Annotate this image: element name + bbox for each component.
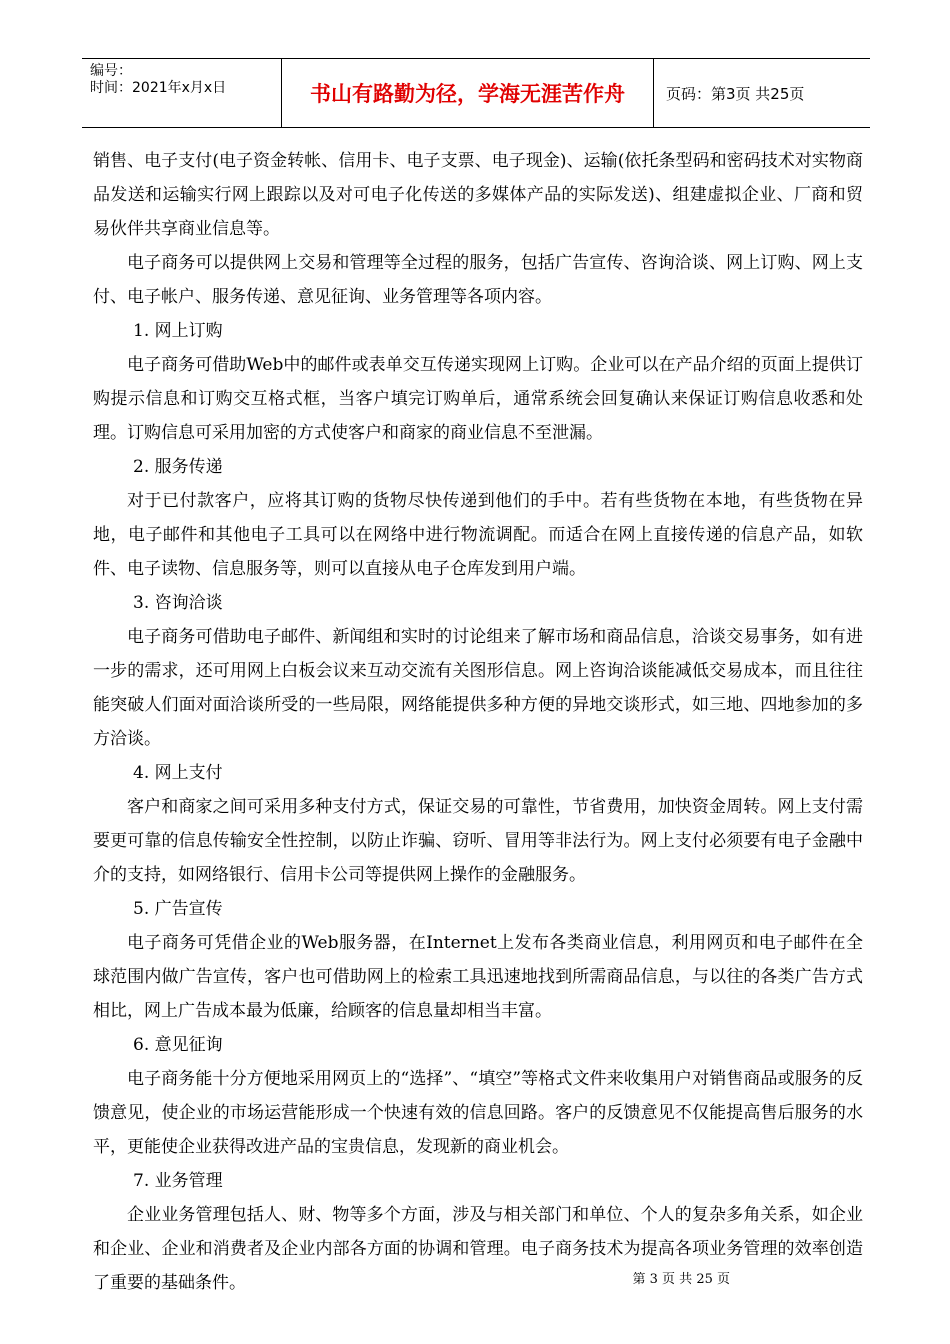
section-heading-4: 4. 网上支付: [133, 763, 223, 783]
page-footer: 第 3 页 共 25 页: [632, 1272, 730, 1287]
section-heading-3: 3. 咨询洽谈: [133, 593, 223, 613]
page-header: [82, 58, 870, 128]
section-paragraph-2: 对于已付款客户，应将其订购的货物尽快传递到他们的手中。若有些货物在本地，有些货物在异地，电子邮件和其他电子工具可以在网络中进行物流调配。而适合在网上直接传递的信息产品，如软件、电子读物、信息服务等，则可以直接从电子仓库发到用户端。: [93, 491, 863, 579]
section-heading-7: 7. 业务管理: [133, 1171, 223, 1191]
section-paragraph-4: 客户和商家之间可采用多种支付方式，保证交易的可靠性，节省费用，加快资金周转。网上支付需要更可靠的信息传输安全性控制，以防止诈骗、窃听、冒用等非法行为。网上支付必须要有电子金融中介的支持，如网络银行、信用卡公司等提供网上操作的金融服务。: [93, 797, 863, 885]
section-paragraph-1: 电子商务可借助Web中的邮件或表单交互传递实现网上订购。企业可以在产品介绍的页面上提供订购提示信息和订购交互格式框，当客户填完订购单后，通常系统会回复确认来保证订购信息收悉和处理。订购信息可采用加密的方式使客户和商家的商业信息不至泄漏。: [93, 355, 863, 443]
paragraph-intro: 电子商务可以提供网上交易和管理等全过程的服务，包括广告宣传、咨询洽谈、网上订购、网上支付、电子帐户、服务传递、意见征询、业务管理等各项内容。: [93, 253, 863, 307]
section-paragraph-7: 企业业务管理包括人、财、物等多个方面，涉及与相关部门和单位、个人的复杂多角关系，如企业和企业、企业和消费者及企业内部各方面的协调和管理。电子商务技术为提高各项业务管理的效率创造了重要的基础条件。: [93, 1205, 863, 1293]
paragraph-intro-continued: 销售、电子支付(电子资金转帐、信用卡、电子支票、电子现金)、运输(依托条型码和密码技术对实物商品发送和运输实行网上跟踪以及对可电子化传送的多媒体产品的实际发送)、组建虚拟企业、厂商和贸易伙伴共享商业信息等。: [93, 151, 863, 239]
doc-number-label: 编号：: [90, 63, 132, 79]
section-paragraph-5: 电子商务可凭借企业的Web服务器，在Internet上发布各类商业信息，利用网页和电子邮件在全球范围内做广告宣传，客户也可借助网上的检索工具迅速地找到所需商品信息，与以往的各类广告方式相比，网上广告成本最为低廉，给顾客的信息量却相当丰富。: [93, 933, 863, 1021]
section-paragraph-6: 电子商务能十分方便地采用网页上的“选择”、“填空”等格式文件来收集用户对销售商品或服务的反馈意见，使企业的市场运营能形成一个快速有效的信息回路。客户的反馈意见不仅能提高售后服务的水平，更能使企业获得改进产品的宝贵信息，发现新的商业机会。: [93, 1069, 863, 1157]
section-heading-5: 5. 广告宣传: [133, 899, 223, 919]
section-heading-2: 2. 服务传递: [133, 457, 223, 477]
header-page-info: 页码：第3页 共25页: [666, 84, 805, 103]
document-body: [93, 144, 863, 1300]
section-heading-1: 1. 网上订购: [133, 321, 223, 341]
header-meta: [82, 59, 282, 127]
doc-time-label: 时间：2021年x月x日: [90, 80, 227, 96]
section-heading-6: 6. 意见征询: [133, 1035, 223, 1055]
header-motto: 书山有路勤为径，学海无涯苦作舟: [282, 59, 654, 127]
section-paragraph-3: 电子商务可借助电子邮件、新闻组和实时的讨论组来了解市场和商品信息，洽谈交易事务，如有进一步的需求，还可用网上白板会议来互动交流有关图形信息。网上咨询洽谈能减低交易成本，而且往往能突破人们面对面洽谈所受的一些局限，网络能提供多种方便的异地交谈形式，如三地、四地参加的多方洽谈。: [93, 627, 863, 749]
